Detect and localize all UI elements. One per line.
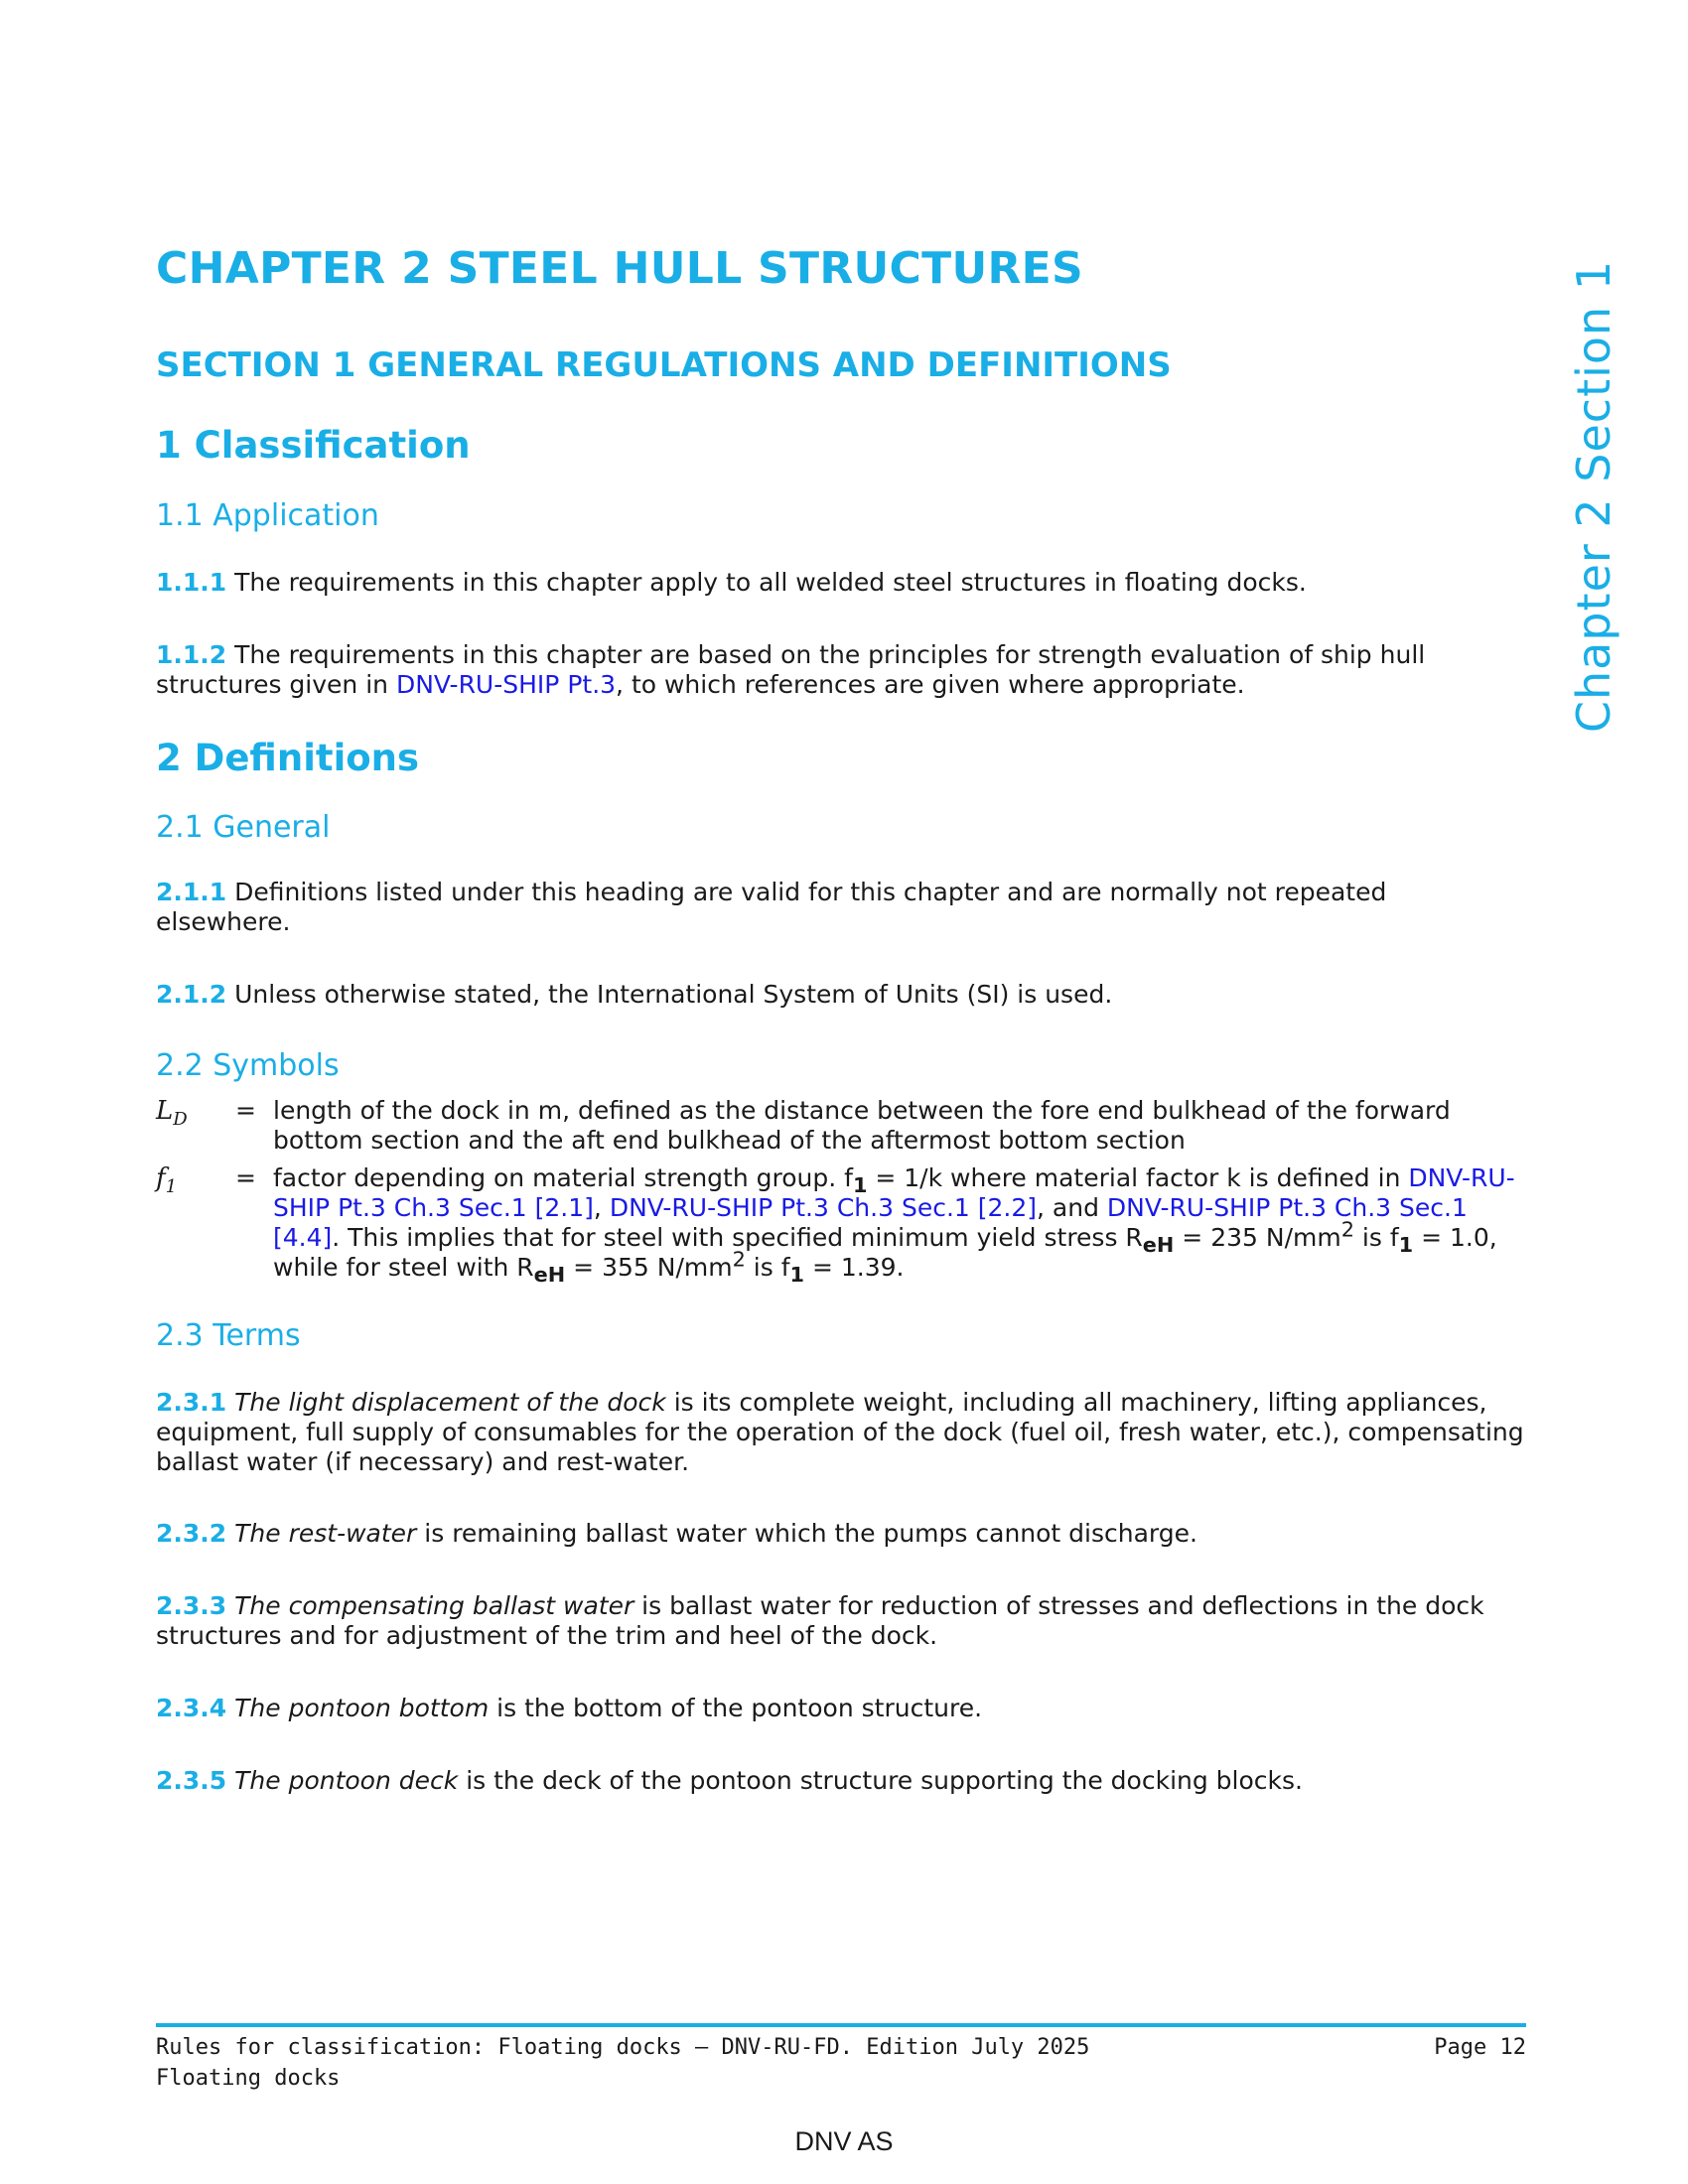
footer-subtitle: Floating docks xyxy=(156,2066,341,2091)
symbol-ld: $L_D$ xyxy=(156,1096,188,1131)
paragraph-text: is the deck of the pontoon structure supporting the docking blocks. xyxy=(458,1766,1303,1795)
paragraph-number: 2.3.4 xyxy=(156,1694,227,1722)
paragraph-text: The requirements in this chapter are based on the principles for strength evaluation of ship hull structures given in xyxy=(156,640,1426,699)
heading-classification: 1 Classification xyxy=(156,424,471,467)
term: The pontoon deck xyxy=(226,1766,459,1795)
reference-link[interactable]: DNV-RU-SHIP Pt.3 xyxy=(395,670,617,699)
footer-rule-title: Rules for classification: Floating docks — DNV-RU-FD. Edition July 2025 xyxy=(156,2035,1090,2060)
heading-terms: 2.3 Terms xyxy=(156,1318,301,1353)
paragraph-1-1-2 xyxy=(156,640,1526,700)
heading-general: 2.1 General xyxy=(156,810,331,845)
paragraph-text: Definitions listed under this heading are valid for this chapter and are normally not repeated elsewhere. xyxy=(156,878,1387,936)
paragraph-number: 1.1.2 xyxy=(156,640,227,669)
paragraph-2-3-1 xyxy=(156,1388,1526,1477)
paragraph-text: is remaining ballast water which the pumps cannot discharge. xyxy=(416,1519,1197,1548)
paragraph-1-1-1 xyxy=(156,568,1526,598)
paragraph-2-1-2 xyxy=(156,980,1526,1010)
term: The light displacement of the dock xyxy=(226,1388,666,1417)
symbol-definition: factor depending on material strength group. $f_1 = 1/k$ where material factor k is defined in DNV-RU-SHIP Pt.3 Ch.3 Sec.1 [2.1], DNV-RU-SHIP Pt.3 Ch.3 Sec.1 [2.2], and DNV-RU-SHIP Pt.3 Ch.3 Sec.1 [4.4]. This implies that for steel with specified minimum yield stress $R_{eH} = 235$ $N/mm^2$ is $f_1 = 1.0$, while for steel with $R_{eH} = 355$ $N/mm^2$ is $f_1 = 1.39$. xyxy=(273,1163,1515,1287)
paragraph-number: 1.1.1 xyxy=(156,568,227,597)
reference-link[interactable]: DNV-RU-SHIP Pt.3 Ch.3 Sec.1 [4.4] xyxy=(273,1193,1468,1252)
paragraph-2-3-2 xyxy=(156,1519,1526,1549)
equals-sign: = xyxy=(235,1096,256,1125)
company-name: DNV AS xyxy=(794,2126,894,2156)
term: The rest-water xyxy=(226,1519,417,1548)
paragraph-text: Unless otherwise stated, the International System of Units (SI) is used. xyxy=(226,980,1113,1009)
reference-link[interactable]: DNV-RU-SHIP Pt.3 Ch.3 Sec.1 [2.2] xyxy=(609,1193,1038,1222)
section-title: SECTION 1 GENERAL REGULATIONS AND DEFINITIONS xyxy=(156,345,1172,385)
paragraph-text: is ballast water for reduction of stresses and deflections in the dock structures and for adjustment of the trim and heel of the dock. xyxy=(156,1591,1484,1650)
paragraph-number: 2.3.5 xyxy=(156,1766,227,1795)
heading-definitions: 2 Definitions xyxy=(156,737,420,779)
chapter-title: CHAPTER 2 STEEL HULL STRUCTURES xyxy=(156,243,1084,294)
paragraph-number: 2.3.1 xyxy=(156,1388,227,1417)
heading-application: 1.1 Application xyxy=(156,498,379,533)
term: The compensating ballast water xyxy=(226,1591,634,1620)
paragraph-number: 2.3.2 xyxy=(156,1519,227,1548)
paragraph-text: is its complete weight, including all machinery, lifting appliances, equipment, full supply of consumables for the operation of the dock (fuel oil, fresh water, etc.), compensating ballast water (if necessary) and rest-water. xyxy=(156,1388,1524,1476)
paragraph-number: 2.3.3 xyxy=(156,1591,227,1620)
paragraph-2-1-1 xyxy=(156,878,1526,937)
paragraph-text: The requirements in this chapter apply to all welded steel structures in floating docks. xyxy=(226,568,1307,597)
paragraph-2-3-5 xyxy=(156,1766,1526,1796)
paragraph-text: , to which references are given where appropriate. xyxy=(616,670,1245,699)
term: The pontoon bottom xyxy=(226,1694,490,1722)
paragraph-number: 2.1.2 xyxy=(156,980,227,1009)
paragraph-2-3-4 xyxy=(156,1694,1526,1723)
symbol-f1: $f_1$ xyxy=(156,1163,178,1198)
footer-divider xyxy=(156,2023,1526,2027)
equals-sign: = xyxy=(235,1163,256,1192)
paragraph-2-3-3 xyxy=(156,1591,1526,1651)
heading-symbols: 2.2 Symbols xyxy=(156,1048,340,1083)
side-chapter-label: Chapter 2 Section 1 xyxy=(1567,259,1620,734)
symbol-definition: length of the dock in m, defined as the distance between the fore end bulkhead of the forward bottom section and the aft end bulkhead of the aftermost bottom section xyxy=(273,1096,1451,1155)
page-number: Page 12 xyxy=(1434,2035,1526,2060)
paragraph-number: 2.1.1 xyxy=(156,878,227,906)
reference-link[interactable]: DNV-RU-SHIP Pt.3 Ch.3 Sec.1 [2.1] xyxy=(273,1163,1515,1222)
paragraph-text: is the bottom of the pontoon structure. xyxy=(489,1694,983,1722)
